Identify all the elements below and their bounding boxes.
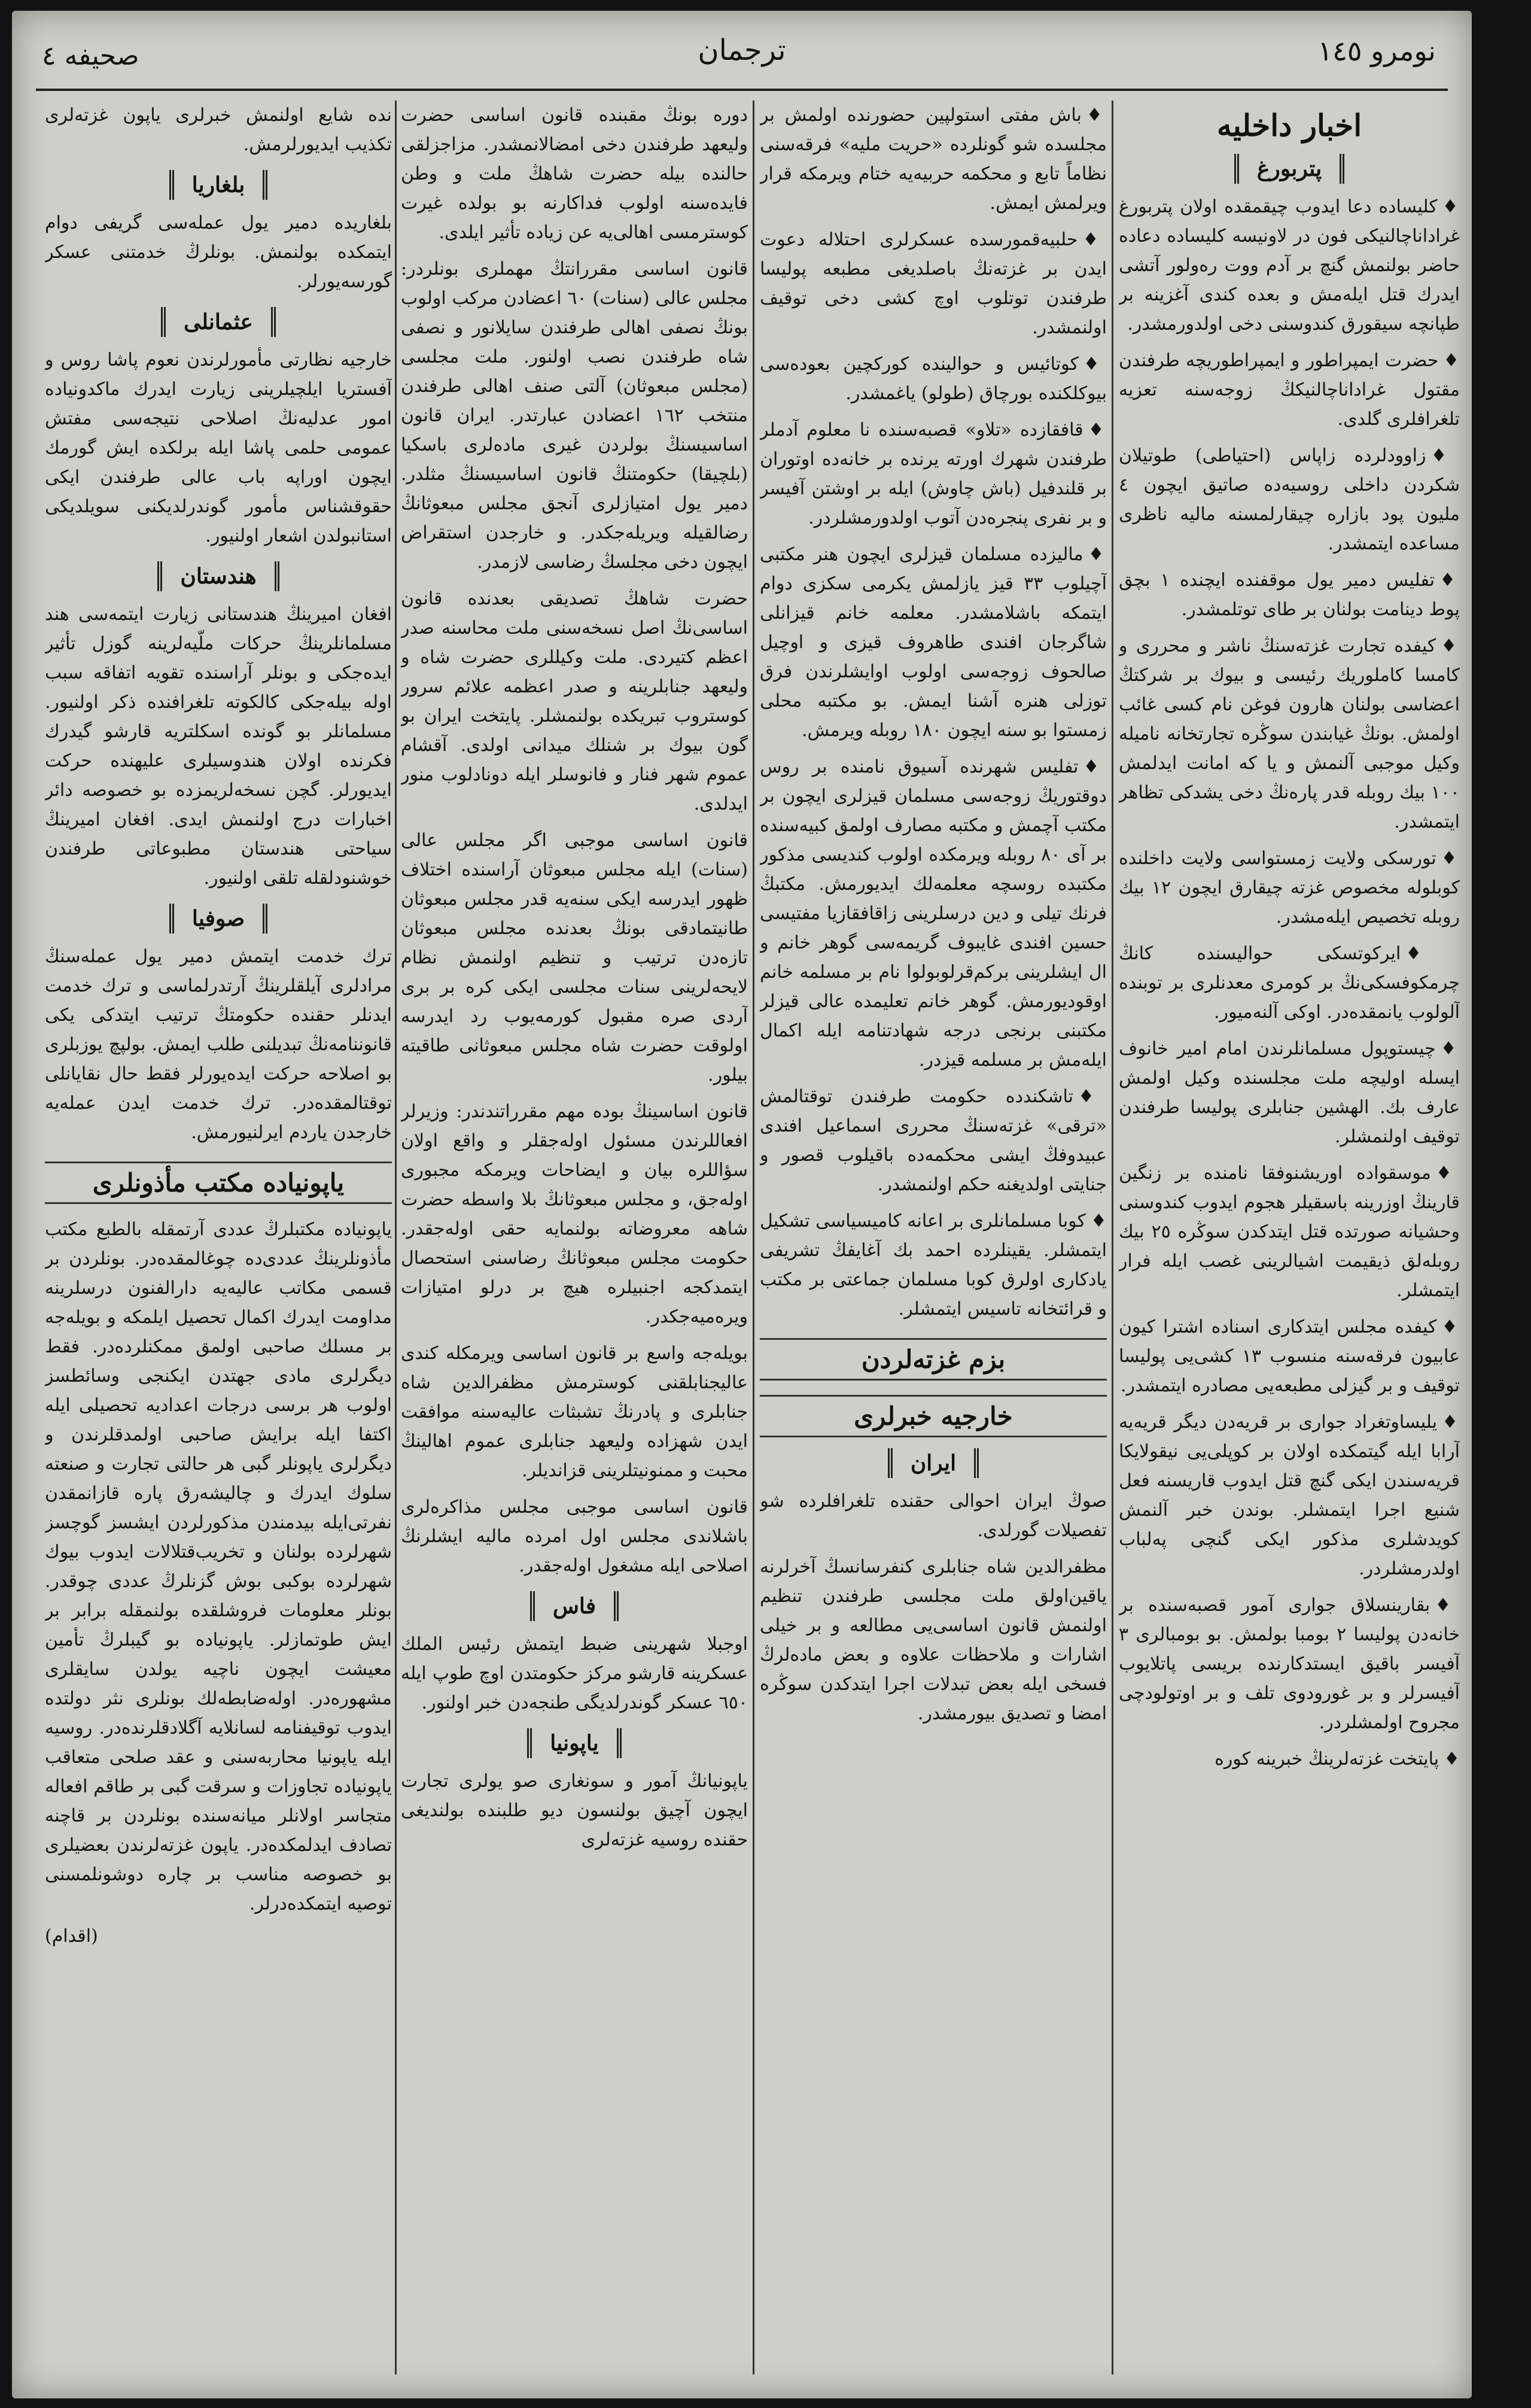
- article-paragraph: [401, 254, 748, 577]
- article-paragraph: [401, 1097, 748, 1331]
- column-rule: [395, 101, 397, 2374]
- article-text: قانون اساسينڭ بوده مهم مقرراتندندر: وزيرلر افعاللرندن مسئول اولەجقلر و واقع اولان سؤاللره بيان و ايضاحات ويرمكه مجبورى اولەجق، و مجلس مبعوثانڭ بلا واسطه حضرت شاهه معروضاته بولنمايه حقى اوله‌جقدر. حكومت مجلس مبعوثانڭ رضاسنى استحصال ايتمدكجه اجنبيلره هيچ بر درلو امتيازات ويرەميه‌جكدر.: [401, 1101, 748, 1327]
- diamond-bullet-icon: ♦: [1442, 1412, 1460, 1433]
- article-text: بلغاريده دمير يول عمله‌سى گريفى دوام ايتمكده بولنمش. بونلرڭ خدمتنى عسكر گورسه‌يورلر.: [45, 212, 392, 292]
- diamond-bullet-icon: ♦: [1078, 1086, 1107, 1107]
- diamond-bullet-icon: ♦: [1082, 229, 1107, 250]
- article-text: قافقازده «تلاو» قصبه‌سنده نا معلوم آدملر طرفندن شهرك اورته يرنده بر خانه‌ده اوتوران بر قلندفيل (باش چاوش) ايله بر اوشتن آفيسر و بر نفرى پنجره‌دن آتوب اولدورمشلردر.: [760, 419, 1107, 528]
- article-paragraph: [1119, 939, 1460, 1027]
- diamond-bullet-icon: ♦: [1444, 1749, 1460, 1769]
- article-text: خارجيه نظارتى مأمورلرندن نعوم پاشا روس و آفستريا ايلچيلرينى زيارت ايدرك ماكدونياده امور عدليه‌نڭ اصلاحى نتيجه‌سى مفتش عمومى حلمى پاشا ايله برلكده ايش گورمك ايچون اوراپه باب عالى طرفندن ايكى حقوقشناس مأمور گوندرلديكنى سويلديكى استانبولدن اشعار اولنيور.: [45, 349, 392, 546]
- article-list: [45, 345, 392, 551]
- article-paragraph: [45, 1215, 392, 1919]
- column-foreign-news: [45, 101, 392, 2374]
- article-paragraph: [760, 415, 1107, 533]
- article-text: يليساوتغراد جوارى بر قريه‌دن ديگر قريه‌يه آرابا ايله گيتمكده اولان بر كوپلى‌يى نيقولايكا قريه‌سندن ايكى گنچ قتل ايدوب قاريسنه فعل شنيع اجرا ايتمشلر. بوندن خبر آلنمش كويدشلرى مذكور ايكى گنچى پەلباب اولدرمشلردر.: [1119, 1412, 1460, 1579]
- masthead: [36, 23, 1448, 91]
- article-text: صوڭ ايران احوالى حقنده تلغرافلرده شو تفصيلات گورلدى.: [760, 1491, 1107, 1541]
- article-paragraph: [401, 101, 748, 247]
- article-text: ترك خدمت ايتمش دمير يول عمله‌سنڭ مرادلرى آيلقلرينڭ آرتدرلماسى و ترك خدمت ايدنلر حقنده حكومتڭ ترتيب ايتدكى يكى قانوننامه‌نڭ تبديلنى طلب ايمش. بولپچ يوزبلرى بو اصلاحه حركت ايده‌يورلر فقط حال نقايانلى توقتالمقده‌در. ترك خدمت ايدن عمله‌يه خارجدن ياردم ايرلنيورمش.: [45, 946, 392, 1143]
- article-text: تاشكندده حكومت طرفندن توقتالمش «ترقى» غزته‌سنڭ محررى اسماعيل افندى عبيدوفڭ ايشى محكمه‌ده باقيلوب قصور و جنايتى اولديغنه حكم اولنمشدر.: [760, 1086, 1107, 1195]
- article-paragraph: [1119, 1407, 1460, 1583]
- subheading-our-papers: بزم غزته‌لردن: [760, 1338, 1107, 1381]
- article-paragraph: [401, 1629, 748, 1717]
- article-text: افغان اميرينڭ هندستانى زيارت ايتمه‌سى هند مسلمانلرينڭ حركات ملّيه‌لرينه گوزل تأثير ايده‌جكى و بونلر آراسنده تقويه اتفاقه سبب اوله بيله‌جكى كالكوته تلغرافنده ذكر اولنيور. مسلمانلر بو گونده اسكلتريه قارشو گيدرك فكرنده اولان هندوسيلرى عليهنده حركت ايديورلر. گچن نسخه‌لريمزده بو خصوصه دائر اخبارات درج اولنمش ايدى. افغان اميرينڭ سياحتى هندستان مطبوعاتى طرفندن خوشنودلقله تلقى اولنيور.: [45, 604, 392, 889]
- diamond-bullet-icon: ♦: [1441, 1317, 1460, 1337]
- article-text: نده شايع اولنمش خبرلرى ياپون غزته‌لرى تكذيب ايديورلرمش.: [45, 105, 392, 155]
- article-list: [45, 208, 392, 296]
- article-paragraph: [401, 1339, 748, 1485]
- diamond-bullet-icon: ♦: [1083, 756, 1107, 777]
- diamond-bullet-icon: ♦: [1088, 419, 1107, 440]
- column-iran-constitution: [401, 101, 748, 2374]
- article-paragraph: [45, 208, 392, 296]
- article-text: تورسكى ولايت زمستواسى ولايت داخلنده كوبلوله مخصوص غزته چيقارق ايچون ١٢ بيك روبله تخصيص ايله‌مشدر.: [1119, 848, 1460, 928]
- article-text: دوره بونڭ مقبنده قانون اساسى حضرت وليعهد طرفندن دخى امضالانمشدر. مزاجزلقى حالنده بيله حضرت شاهڭ ملت و وطن فايده‌سنه اولوب فداكارنه بو بولده غيرت كوسترمسى اهالى‌يه عن زياده تأثير ايلدى.: [401, 105, 748, 243]
- article-text: كيفده مجلس ايتدكارى اسناده اشترا كيون عابيون فرقه‌سنه منسوب ١٣ كشى‌يى پوليسا توقيف و بر گيزلى مطبعه‌يى مصادره ايتمشدر.: [1119, 1317, 1460, 1396]
- article-list: [401, 1767, 748, 1854]
- article-paragraph: [401, 826, 748, 1090]
- article-list: [1119, 192, 1460, 1774]
- article-paragraph: [760, 1082, 1107, 1199]
- diamond-bullet-icon: ♦: [1083, 354, 1107, 375]
- subheading-fas: فاس: [530, 1591, 619, 1621]
- diamond-bullet-icon: ♦: [1435, 1163, 1460, 1184]
- article-text: قانون اساسى موجبى مجلس مذاكره‌لرى باشلاندى مجلس اول امرده ماليه ايشلرنڭ اصلاحى ايله مشغول اوله‌جقدر.: [401, 1497, 748, 1576]
- article-list: [45, 942, 392, 1147]
- diamond-bullet-icon: ♦: [1441, 848, 1460, 869]
- article-list: [760, 101, 1107, 1324]
- article-text: كوبا مسلمانلرى بر اعانه كاميسياسى تشكيل ايتمشلر. يقينلرده احمد بك آغايفڭ تشريفى يادكارى اولرق كوبا مسلمان جماعتى بر مكتب و قرائتخانه تاسيس ايتمشلر.: [760, 1211, 1107, 1319]
- subheading-japan: ياپونيا: [527, 1728, 621, 1758]
- article-list: [401, 1629, 748, 1717]
- article-paragraph: [45, 101, 392, 159]
- article-list: [45, 600, 392, 893]
- article-text: قانون اساسى مقررانتڭ مهملرى بونلردر: مجلس عالى (سنات) ٦٠ اعضادن مركب اولوب بونڭ نصفى اهالى طرفندن سايلانور و نصفى شاه طرفندن نصب اولنور. ملت مجلسى (مجلس مبعوثان) آلتى صنف اهالى طرفندن منتخب ١٦٢ اعضادن عبارتدر. ايران قانون اساسيسنڭ بولردن غيرى ماده‌لرى باسكيا (بلچيقا) حكومتنڭ قانون اساسيسنڭ مثلدر. دمير يول امتيازلرى آنجق مجلس مبعوثانڭ رضالقيله ويريله‌جكدر. و خارجدن استقراض ايچون دخى مجلسڭ رضاسى لازمدر.: [401, 259, 748, 573]
- article-text: اوجبلا شهرينى ضبط ايتمش رئيس الملك عسكرينه قارشو مركز حكومتدن اوچ طوپ ايله ٦٥٠ عسكر گوندرلديگى طنجه‌دن خبر اولنور.: [401, 1634, 748, 1713]
- diamond-bullet-icon: ♦: [1405, 943, 1460, 964]
- diamond-bullet-icon: ♦: [1443, 350, 1460, 371]
- subheading-iran: ايران: [888, 1448, 979, 1478]
- article-text: ياپونيانڭ آمور و سونغارى صو يولرى تجارت ايچون آچيق بولنسون ديو طلبنده بولنديغى حقنده روسيه غزته‌لرى: [401, 1771, 748, 1850]
- subheading-japan-schools: ياپونياده مكتب مأذونلرى: [45, 1162, 392, 1204]
- article-text: حلبيه‌قمورسده عسكرلرى احتلاله دعوت ايدن بر غزته‌نڭ باصلديغى مطبعه پوليسا طرفندن توتلوب اوچ كشى دخى توقيف اولنمشدر.: [760, 229, 1107, 338]
- article-text: مظفرالدين شاه جنابلرى كنفرسانسڭ آخرلرنه ياقين‌اولق ملت مجلسى طرفندن تنظيم اولنمش قانون اساسى‌يى مطالعه و بر خيلى اشارات و ملاحظات علاوه و بعض ماده‌لرڭ فسخى ايله بعض تبدلات اجرا ايتدكدن سوڭره امضا و تصديق بيورمشدر.: [760, 1556, 1107, 1724]
- article-paragraph: [1119, 1744, 1460, 1774]
- article-text: كليساده دعا ايدوب چيقمقده اولان پتربورغ غراداناچالنيكى فون در لاونيسه كليساده دعاده حاضر بولنمش گنچ بر آدم ووت رەولور آتشى ايدرك قتل ايلەمش و بعده كندى آغزينه بر طپانچه سيقورق كندوسنى دخى اولدورمشدر.: [1119, 196, 1460, 335]
- article-text: چيستوپول مسلمانلرندن امام امير خانوف ايسله اوليچه ملت مجلسنده وكيل اولمش عارف بك. الهشين جنابلرى پوليسا طرفندن توقيف اولنمشلر.: [1119, 1038, 1460, 1147]
- article-paragraph: [760, 752, 1107, 1075]
- subheading-foreign-news: خارجيه خبرلرى: [760, 1395, 1107, 1437]
- diamond-bullet-icon: ♦: [1086, 105, 1107, 126]
- subheading-sofia: صوفيا: [169, 904, 267, 934]
- article-paragraph: [1119, 1034, 1460, 1151]
- article-paragraph: [1119, 192, 1460, 339]
- newspaper-title: ترجمان: [698, 34, 786, 67]
- diamond-bullet-icon: ♦: [1439, 570, 1460, 591]
- article-text: ايركوتسكى حواليسنده كانڭ چرمكوفسكى‌نڭ بر كومرى معدنلرى بر توبنده آلولوب يانمقده‌در. اوكى آلنه‌ميور.: [1119, 943, 1460, 1023]
- article-paragraph: [1119, 1312, 1460, 1400]
- column-domestic-news: [1119, 101, 1460, 2374]
- subheading-bulgaria: بلغاريا: [169, 170, 268, 200]
- issue-number: نومرو ١٤٥: [1317, 35, 1436, 67]
- article-paragraph: [1119, 631, 1460, 837]
- article-paragraph: [1119, 441, 1460, 558]
- article-paragraph: [760, 1486, 1107, 1545]
- article-paragraph: [401, 1767, 748, 1854]
- diamond-bullet-icon: ♦: [1440, 1038, 1460, 1059]
- article-text: حضرت ايمپراطور و ايمپراطوريچه طرفندن مقتول غراداناچالنيكڭ زوجەسنه تعزيه تلغرافلرى گلدى.: [1119, 350, 1460, 430]
- article-list: [760, 1486, 1107, 1728]
- article-paragraph: [1119, 565, 1460, 624]
- newspaper-page: [12, 11, 1472, 2398]
- article-text: بويله‌جه واسع بر قانون اساسى ويرمكله كندى عاليجنابلقنى كوسترمش مظفرالدين شاه جنابلرى و پادرنڭ تشبثات عاليه‌سنه موافقت ايدن شهزاده وليعهد جنابلرى عموم اهالينڭ محبت و ممنونيتلرينى قزانديلر.: [401, 1343, 748, 1481]
- diamond-bullet-icon: ♦: [1430, 445, 1460, 466]
- article-text: قانون اساسى موجبى اگر مجلس عالى (سنات) ايله مجلس مبعوثان آراسنده اختلاف ظهور ايدرسه ايكى سنه‌يه قدر مجلس مبعوثان طانيتمادقى بونڭ بعدنده مجلس مبعوثان تازه‌دن ترتيب و تنظيم اولنمش نظام لايحه‌لرينى سنات مجلسى ايكى كره بر برى آردى صره مقبول كورمەيوب رد ايدرسه اولوقت حضرت شاه مجلس مبعوثانى طاقيته بيلور.: [401, 830, 748, 1086]
- article-paragraph: [401, 584, 748, 819]
- article-text: پايتخت غزته‌لرينڭ خبرينه كوره: [1215, 1749, 1439, 1769]
- page-number: صحيفه ٤: [42, 41, 139, 71]
- diamond-bullet-icon: ♦: [1435, 1595, 1460, 1616]
- diamond-bullet-icon: ♦: [1090, 1211, 1107, 1232]
- article-paragraph: [760, 349, 1107, 408]
- article-list: [45, 1215, 392, 1919]
- article-paragraph: [1119, 1591, 1460, 1737]
- article-paragraph: [401, 1492, 748, 1580]
- column-news: [760, 101, 1107, 2374]
- source-credit: (اقدام): [45, 1926, 98, 1947]
- diamond-bullet-icon: ♦: [1442, 196, 1460, 217]
- article-text: بقارينسلاق جوارى آمور قصبه‌سنده بر خانەدن پوليسا ٢ بومبا بولمش. بو بومبالرى ٣ آفيسر باقيق ايستدكارنده بريسى پاتلايوب آفيسرلر و بر غورودوى تلف و بر اوتولودچى مجروح اولمشلردر.: [1119, 1595, 1460, 1733]
- article-paragraph: [1119, 844, 1460, 932]
- article-list: [401, 101, 748, 1580]
- article-text: كيفده تجارت غزته‌سنڭ ناشر و محررى و كامسا كاملوريك رئيسى و بيوك بر شركتڭ اعضاسى بولنان هارون فوغن نام كسى غائب اولمش. بونڭ غيابندن سوڭره تجارتخانه ناميله وكيل موجبى آلنمش و يا كه امانت ايدلمش ١٠٠ بيك روبله قدر پاره‌نڭ دخى يشدكى تظاهر ايتمشدر.: [1119, 636, 1460, 832]
- article-text: كوتائيس و حوالينده كوركچين بعوده‌سى بيوكلكنده بورچاق (طولو) ياغمشدر.: [760, 354, 1107, 404]
- column-rule: [753, 101, 754, 2374]
- article-text: ياپونياده مكتبلرڭ عددى آرتمقله بالطبع مكتب مأذونلرينڭ عددى‌ده چوغالمقده‌در. بونلردن بر قسمى مكاتب عاليه‌يه دارالفنون درسلرينه مداومت ايدرك اكمال تحصيل ايلمكه و بويله‌جه بر مسلك صاحبى اولمق ممكنلرده‌در. فقط ديگرلرى مادى جهتدن ايكنجى وسائطسز اولوب هر برسى درجات اعداديه تحصيلى ايله اكتفا ايله برايش صاحبى اولمدقلرندن و ديگرلرى ياپونلر گبى هر حالتى تجارت و صنعته سلوك ايدرك و چاليشه‌رق پاره قازانمقدن نفرتى‌ايله بيدمندن مذكورلردن ايشسز گوچسز شهرلرده بولنان و تخريب‌قتلالات ايدوب بيوك شهرلرده بوكبى بوش گزنلرڭ عددى چوقدر. بونلر معلومات فروشلقده بولنمقله برابر بر ايش طوتمازلر. ياپونياده بو گيبلرڭ تأمين معيشت ايچون ناچيه يولدن سايقلرى مشهوره‌در. اوله‌ضابطه‌لك بونلرى نثر دولتده ايدوب توقيفنامه لسانلايه آگلادقلرنده‌در. روسيه ايله ياپونيا محاربه‌سنى و عقد صلحى متعاقب ياپونياده تجاوزات و سرقت گبى بر طاقم افعاله متجاسر اولانلر ميانه‌سنده بونلردن بر قاچنه تصادف ايدلمكده‌در. ياپون غزته‌لرندن بعضيلرى بو خصوصه مناسب بر چاره دوشونلمسنى توصيه ايتمكده‌درلر.: [45, 1219, 392, 1914]
- article-paragraph: [45, 345, 392, 551]
- article-paragraph: [760, 101, 1107, 218]
- article-text: ماليزده مسلمان قيزلرى ايچون هنر مكتبى آچيلوب ٣٣ قيز يازلمش يكرمى سكزى دوام ايتمكه باشلامشدر. معلمه خانم قيزانلى شاگرجان افندى طاهروف قيزى و اوچيل صالحوف زوجه‌سى اولوب اوايشلرندن فرق توزلى هنره آشنا ايمش. بو مكتبه محلى زمستوا بو سنه ايچون ١٨٠ روبله ويرمش.: [760, 544, 1107, 741]
- column-rule: [1112, 101, 1113, 2374]
- diamond-bullet-icon: ♦: [1441, 636, 1460, 656]
- article-list: [45, 101, 392, 159]
- article-paragraph: [45, 600, 392, 893]
- article-paragraph: [760, 540, 1107, 745]
- article-text: تفليس شهرنده آسيوق نامنده بر روس دوقتوريڭ زوجه‌سى مسلمان قيزلرى ايچون بر مكتب آچمش و مكتبه مصارف اولمق كبيه‌سنده بر آى ٨٠ روبله ويرمكده اولوب كنديسى مذكور مكتبده روسچه معلمه‌لك ايديورمش. مكتبڭ فرنك تيلى و دين درسلرينى زاقافقازيا مفتيسى حسين افندى غايبوف گريمه‌سى گوهر خانم و ال ايشلرينى بركم‌قرلوبولوا نام بر مسلمه خانم اوقوديورمش. گوهر خانم تعليمده عالى قيزلر مكتبنى برنجى درجه شهادتنامه ايله اكمال ايله‌مش بر مسلمه قيزدر.: [760, 756, 1107, 1071]
- article-text: موسقواده اوريشنوفقا نامنده بر زنگين قارينڭ اوزرينه باسقيلر هجوم ايدوب كندوسنى وحشيانه صورتده قتل ايتدكدن سوڭره ٢٥ بيك روبله‌لق ذيقيمت اشيالرينى غصب ايله فرار ايتمشلر.: [1119, 1163, 1460, 1301]
- article-text: حضرت شاهڭ تصديقى بعدنده قانون اساسى‌نڭ اصل نسخه‌سنى ملت محاسنه صدر اعظم كتيردى. ملت وكيللرى حضرت شاه و وليعهد جنابلرينه و صدر اعظمه علائم سرور كوستروب تبريكده بولنمشلر. پايتخت ايران بو گون بيوك بر شنلك ميدانى اولدى. آقشام عموم شهر فنار و فانوسلر ايله دونادلوب منور ايدلدى.: [401, 588, 748, 814]
- article-text: تفليس دمير يول موقفنده ايچنده ١ بچق پوط دينامت بولنان بر طاى توتلمشدر.: [1119, 570, 1460, 620]
- section-title: اخبار داخليه: [1216, 108, 1362, 143]
- article-paragraph: [1119, 1159, 1460, 1305]
- article-text: زاوودلرده زاپاس (احتياطى) طوتيلان شكردن داخلى روسيه‌ده صاتيق ايچون ٤ مليون پود بازاره چيقارلمسنه ماليه ناظرى مساعده ايتمشدر.: [1119, 445, 1460, 554]
- article-paragraph: [760, 1206, 1107, 1324]
- article-text: باش مفتى استولپين حضورنده اولمش بر مجلسده شو گونلرده «حريت مليه» فرقه‌سنى نظاماً تابع و محكمه حربيه‌يه ختام ويرمكه قرار ويرلمش ايمش.: [760, 105, 1107, 214]
- subheading: پتربورغ: [1234, 154, 1344, 184]
- article-paragraph: [760, 225, 1107, 342]
- article-paragraph: [45, 942, 392, 1147]
- diamond-bullet-icon: ♦: [1088, 544, 1107, 565]
- subheading-india: هندستان: [157, 561, 279, 591]
- article-paragraph: [1119, 346, 1460, 434]
- article-paragraph: [760, 1552, 1107, 1728]
- subheading-ottoman: عثمانلى: [161, 307, 276, 337]
